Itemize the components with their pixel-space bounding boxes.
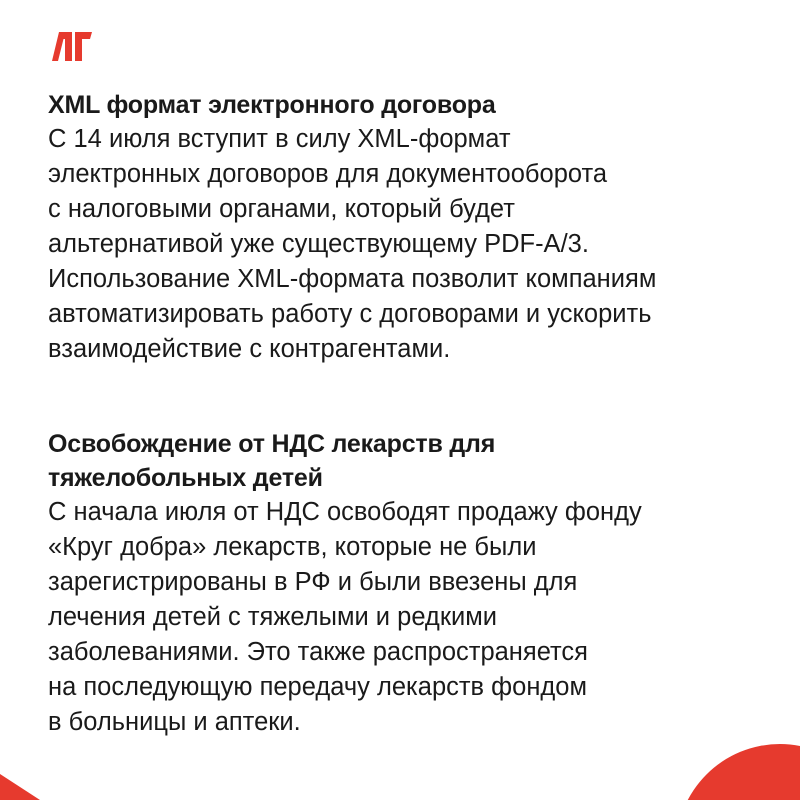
body-line: автоматизировать работу с договорами и ускорить bbox=[48, 300, 652, 328]
body-line: взаимодействие с контрагентами. bbox=[48, 335, 451, 363]
title-line: XML формат электронного договора bbox=[48, 91, 496, 119]
body-line: С начала июля от НДС освободят продажу фонду bbox=[48, 498, 642, 526]
body-line: «Круг добра» лекарств, которые не были bbox=[48, 533, 537, 561]
article-content bbox=[48, 88, 768, 740]
title-line: Освобождение от НДС лекарств для bbox=[48, 430, 496, 458]
body-line: С 14 июля вступит в силу XML-формат bbox=[48, 125, 511, 153]
body-line: с налоговыми органами, который будет bbox=[48, 195, 515, 223]
body-line: Использование XML-формата позволит компаниям bbox=[48, 265, 657, 293]
body-line: зарегистрированы в РФ и были ввезены для bbox=[48, 568, 578, 596]
news-section-vat bbox=[48, 427, 768, 740]
section-body bbox=[48, 122, 768, 367]
news-section-xml bbox=[48, 88, 768, 367]
body-line: альтернативой уже существующему PDF-A/3. bbox=[48, 230, 589, 258]
section-title bbox=[48, 427, 768, 495]
body-line: заболеваниями. Это также распространяется bbox=[48, 638, 588, 666]
corner-triangle-decoration bbox=[0, 760, 40, 800]
section-body bbox=[48, 495, 768, 740]
body-line: лечения детей с тяжелыми и редкими bbox=[48, 603, 497, 631]
corner-circle-decoration bbox=[660, 740, 800, 800]
body-line: на последующую передачу лекарств фондом bbox=[48, 673, 588, 701]
title-line: тяжелобольных детей bbox=[48, 464, 323, 492]
section-title bbox=[48, 88, 768, 122]
body-line: в больницы и аптеки. bbox=[48, 708, 301, 736]
lg-logo-icon bbox=[50, 28, 94, 62]
body-line: электронных договоров для документооборота bbox=[48, 160, 608, 188]
